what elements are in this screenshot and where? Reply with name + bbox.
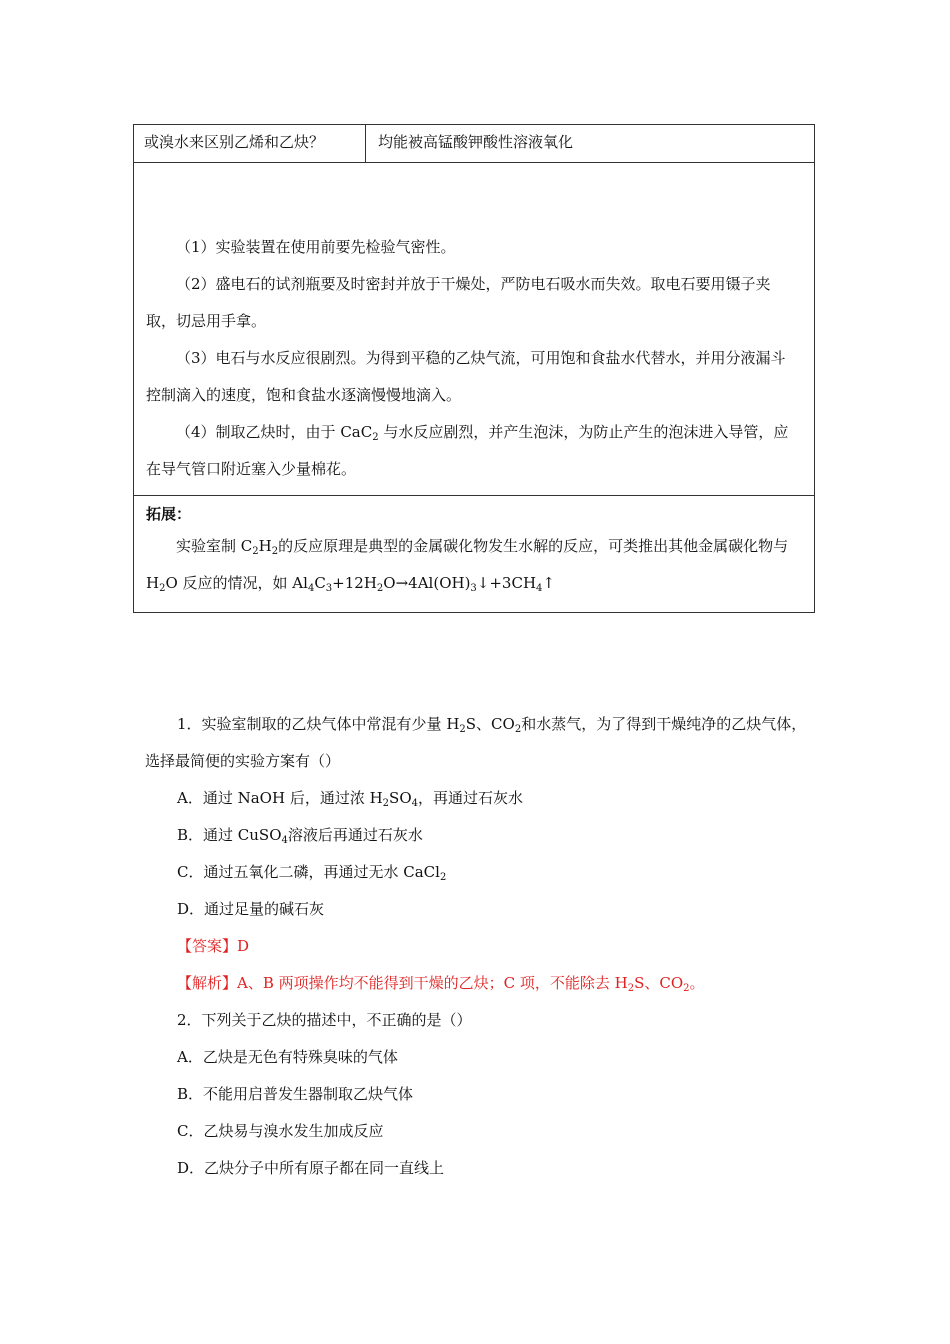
note-4: （4）制取乙炔时，由于 CaC$_2$ 与水反应剧烈，并产生泡沫，为防止产生的泡沫进入导管，应在导气管口附近塞入少量棉花。 — [146, 423, 789, 478]
question-1-option-b: B．通过 CuSO$_4$溶液后再通过石灰水 — [177, 826, 423, 846]
question-cell: 或溴水来区别乙烯和乙炔？ — [134, 125, 366, 162]
extension-cell — [134, 496, 814, 612]
question-1-option-a: A．通过 NaOH 后，通过浓 $H_2SO_4$，再通过石灰水 — [177, 789, 524, 809]
question-2-option-a: A．乙炔是无色有特殊臭味的气体 — [177, 1048, 398, 1066]
question-1-stem: 1．实验室制取的乙炔气体中常混有少量 $H_2S$、$CO_2$和水蒸气，为了得到干燥纯净的乙炔气体，选择最简便的实验方案有（） — [145, 715, 807, 770]
question-1-option-c: C．通过五氧化二磷，再通过无水 CaCl$_2$ — [177, 863, 447, 883]
note-2: （2）盛电石的试剂瓶要及时密封并放于干燥处，严防电石吸水而失效。取电石要用镊子夹取，切忌用手拿。 — [146, 275, 771, 330]
info-table — [133, 124, 815, 613]
question-2-stem: 2．下列关于乙炔的描述中，不正确的是（） — [177, 1011, 472, 1029]
answer-cell: 均能被高锰酸钾酸性溶液氧化 — [378, 133, 574, 151]
question-2-option-d: D．乙炔分子中所有原子都在同一直线上 — [177, 1159, 445, 1177]
table-row — [134, 125, 814, 163]
extension-title: 拓展： — [146, 505, 192, 523]
extension-text: 实验室制 $C_2H_2$的反应原理是典型的金属碳化物发生水解的反应，可类推出其他金属碳化物与 $H_2O$ 反应的情况，如 $Al_4C_3+12H_2O\to 4Al(OH)_3↓+3CH_4↑$ — [146, 537, 789, 594]
note-1: （1）实验装置在使用前要先检验气密性。 — [176, 238, 456, 256]
question-1-option-d: D．通过足量的碱石灰 — [177, 900, 325, 918]
questions-section — [145, 706, 815, 1187]
notes-cell — [134, 163, 814, 496]
note-3: （3）电石与水反应很剧烈。为得到平稳的乙炔气流，可用饱和食盐水代替水，并用分液漏斗控制滴入的速度，饱和食盐水逐滴慢慢地滴入。 — [146, 349, 786, 404]
question-2-option-b: B．不能用启普发生器制取乙炔气体 — [177, 1085, 414, 1103]
question-1-answer: 【答案】D — [177, 937, 250, 955]
question-1-analysis: 【解析】A、B 两项操作均不能得到干燥的乙炔；C 项，不能除去 $H_2S$、$CO_2$。 — [177, 974, 705, 994]
question-2-option-c: C．乙炔易与溴水发生加成反应 — [177, 1122, 384, 1140]
